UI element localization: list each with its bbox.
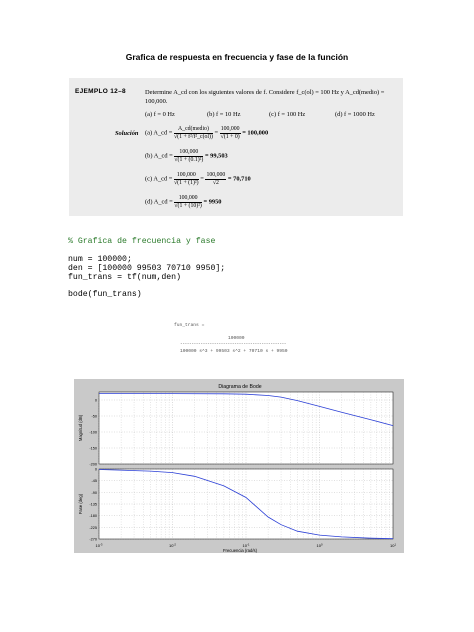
option-b: (b) f = 10 Hz [207,111,241,118]
frac-den: √(1 + f²/f²_c(ol)) [174,133,213,140]
solution-d [145,195,222,209]
bode-title: Diagrama de Bode [218,384,262,390]
phase-y-tick-label: -45 [91,479,97,484]
example-heading: EJEMPLO 12–8 [75,88,126,95]
tf-denominator: 100000 s^3 + 99503 s^2 + 70710 s + 9950 [180,349,288,354]
sol-result: = 70,710 [227,175,251,183]
phase-y-tick-label: -180 [89,514,97,519]
frac-num: 100,000 [206,172,226,178]
sol-lhs: A_cd = [153,129,173,137]
sol-result: = 100,000 [242,129,269,137]
code-line-tf: fun_trans = tf(num,den) [68,273,182,282]
sol-fraction [174,172,199,186]
phase-y-tick-label: -135 [89,502,97,507]
magnitude-ylabel: Magnitud (dB) [78,414,83,442]
x-tick-label: $10^0$ [316,542,323,548]
sol-eq: = [214,129,219,137]
solution-b [145,149,228,163]
sol-result: = 9950 [203,198,222,206]
code-line-num: num = 100000; [68,255,132,264]
frac-den: √(1 + (1)²) [174,179,199,186]
frac-den: √(1 + 0) [220,133,240,140]
tf-numerator: 100000 [228,336,245,341]
sol-fraction-2 [220,126,241,140]
x-tick-label: $10^{-2}$ [169,542,176,548]
frac-num: A_cd(medio) [174,126,213,134]
sol-fraction [174,149,203,163]
example-statement: Determine A_cd con los siguientes valores de f. Considere f_c(ol) = 100 Hz y A_cd(medio) = 100,000. [145,89,385,105]
sol-label: (b) [145,152,153,160]
code-comment: % Grafica de frecuencia y fase [68,237,216,246]
frac-den: √2 [212,179,219,186]
option-d: (d) f = 1000 Hz [335,111,375,118]
x-tick-label: $10^{-1}$ [242,542,250,548]
frac-num: 100,000 [220,126,240,132]
textbook-example-box [69,78,403,216]
phase-y-tick-label: -225 [89,525,97,530]
sol-eq: = [200,175,204,183]
phase-y-tick-label: -90 [91,490,97,495]
solution-c [145,172,251,186]
magnitude-y-tick-label: -150 [89,446,97,451]
frac-num: 100,000 [174,195,202,203]
sol-fraction [174,195,202,209]
frac-den: √(1 + (0.1)²) [174,156,204,163]
option-a: (a) f = 0 Hz [145,111,175,118]
sol-label: (d) [145,198,153,206]
magnitude-y-tick-label: -200 [89,462,97,467]
code-line-den: den = [100000 99503 70710 9950]; [68,264,226,273]
x-tick-label: $10^1$ [389,542,397,548]
tf-label: fun_trans = [174,323,205,328]
x-tick-label: $10^{-3}$ [95,542,103,548]
sol-fraction [174,126,213,140]
magnitude-y-tick-label: -100 [89,430,97,435]
frac-den: √(1 + (10)²) [174,202,202,209]
magnitude-y-tick-label: 0 [94,398,97,403]
phase-y-tick-label: -270 [89,537,97,542]
frac-num: 100,000 [174,149,203,157]
frac-num: 100,000 [174,172,199,180]
sol-lhs: A_cd = [153,175,173,183]
option-c: (c) f = 100 Hz [269,111,306,118]
sol-label: (c) [145,175,153,183]
sol-result: = 99,503 [204,152,228,160]
phase-y-tick-label: 0 [94,467,97,472]
sol-fraction-2 [205,172,226,186]
bode-plot-svg [74,379,404,553]
sol-label: (a) [145,129,153,137]
phase-ylabel: Fase (deg) [78,493,83,515]
sol-lhs: A_cd = [153,198,173,206]
code-line-bode: bode(fun_trans) [68,290,142,299]
sol-lhs: A_cd = [153,152,173,160]
bode-xlabel: Frecuencia (rad/s) [223,548,257,553]
solution-a [145,126,268,140]
bode-figure [74,379,404,553]
doc-title: Grafica de respuesta en frecuencia y fase de la función [125,52,349,62]
solution-label: Solución [115,130,139,137]
magnitude-y-tick-label: -50 [91,414,97,419]
tf-fraction-rule: ----------------------------------------------- [180,342,287,347]
